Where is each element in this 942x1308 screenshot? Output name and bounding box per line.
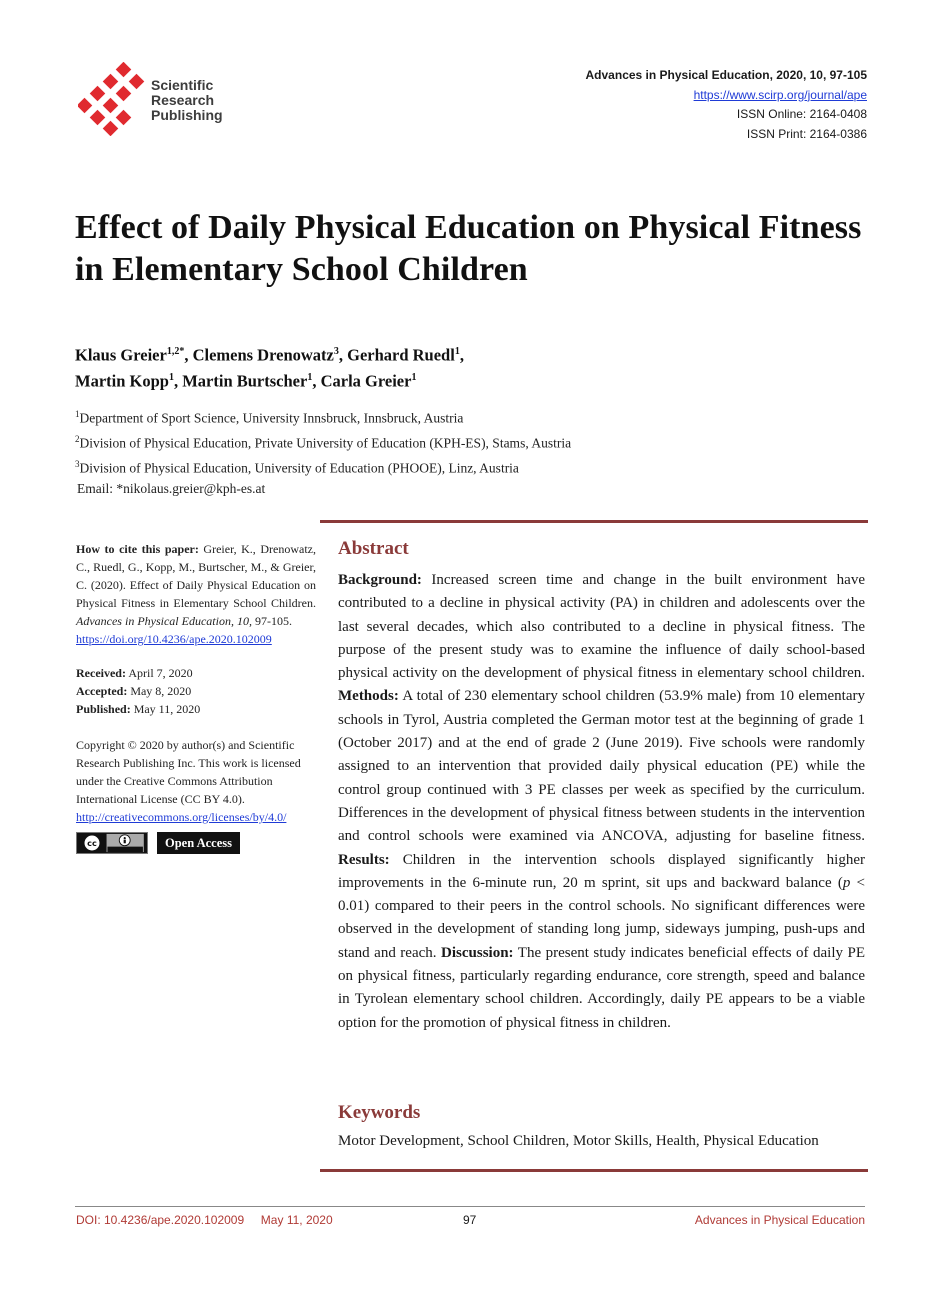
author-name: Klaus Greier — [75, 345, 167, 365]
publisher-logo-icon — [78, 62, 148, 136]
author-name: Martin Burtscher — [182, 371, 308, 390]
affiliation-number: 1 — [75, 409, 80, 419]
license-link[interactable]: http://creativecommons.org/licenses/by/4.0/ — [76, 810, 287, 824]
methods-label: Methods: — [338, 688, 399, 705]
affiliations — [75, 404, 571, 500]
journal-info — [586, 66, 867, 144]
citation-block — [76, 540, 316, 648]
affiliation-number: 2 — [75, 434, 80, 444]
accepted-value: May 8, 2020 — [130, 684, 192, 698]
publisher-name — [151, 78, 223, 123]
affiliation-item — [75, 404, 571, 429]
results-text-continued: < 0.01) compared to their peers in the control schools. No significant differences were observed in the development of standing long jump, sideways jumping, push-ups and stand and reach. — [338, 874, 865, 961]
issn-online: ISSN Online: 2164-0408 — [736, 107, 867, 121]
email: Email: *nikolaus.greier@kph-es.at — [77, 481, 266, 496]
received-value: April 7, 2020 — [128, 666, 193, 680]
keywords-text: Motor Development, School Children, Motor Skills, Health, Physical Education — [338, 1133, 819, 1149]
discussion-text: The present study indicates beneficial effects of daily PE on physical fitness, particularly regarding endurance, core strength, speed and balance in Tyrolean elementary school children. Accordingly, daily PE appears to be a viable option for the promotion of physical fitness in children. — [338, 944, 866, 1031]
article-sidebar — [76, 540, 316, 854]
published-value: May 11, 2020 — [133, 702, 201, 716]
author-affiliation: 1 — [168, 371, 174, 383]
publisher-name-line: Scientific — [151, 77, 214, 93]
author-affiliation: 1,2* — [166, 346, 185, 357]
doi-link[interactable]: https://doi.org/10.4236/ape.2020.102009 — [76, 632, 272, 646]
affiliation-text: Division of Physical Education, University of Education (PHOOE), Linz, Austria — [79, 460, 519, 476]
affiliation-text: Division of Physical Education, Private University of Education (KPH-ES), Stams, Austria — [79, 435, 572, 451]
footer-rule — [75, 1206, 865, 1207]
author-name: Gerhard Ruedl — [347, 345, 455, 365]
license-badges — [76, 832, 316, 854]
affiliation-number: 3 — [75, 459, 80, 469]
published-date — [76, 700, 316, 718]
article-dates — [76, 664, 316, 718]
publisher-name-line: Publishing — [151, 107, 223, 123]
abstract-top-rule — [320, 520, 868, 523]
background-label: Background: — [338, 572, 422, 588]
journal-url-link[interactable]: https://www.scirp.org/journal/ape — [693, 87, 867, 102]
paper-title: Effect of Daily Physical Education on Physical Fitness in Elementary School Children — [75, 209, 862, 288]
author-name: Martin Kopp — [75, 371, 169, 390]
accepted-label: Accepted: — [76, 684, 128, 698]
author-name: Carla Greier — [320, 371, 412, 390]
abstract-heading: Abstract — [338, 538, 409, 559]
copyright-notice — [76, 736, 316, 826]
background-text: Increased screen time and change in the built environment have contributed to a decline in physical activity (PA) in children and adolescents over the last several decades, which also contributed to a decline in physical fitness. The purpose of the present study was to examine the influence of daily school-based physical activity on the development of physical fitness in elementary school children. — [338, 572, 866, 682]
citation-pages: 97-105. — [254, 614, 292, 628]
affiliation-item — [75, 429, 571, 454]
author-affiliation: 1 — [307, 371, 313, 383]
svg-text:cc: cc — [87, 838, 97, 849]
citation-journal: Advances in Physical Education, 10, — [76, 614, 252, 628]
publisher-name-line: Research — [151, 92, 215, 108]
author-affiliation: 1 — [411, 371, 417, 383]
affiliation-item — [75, 454, 571, 479]
citation-label: How to cite this paper: — [76, 542, 199, 556]
footer-doi: DOI: 10.4236/ape.2020.102009 May 11, 2020 — [76, 1213, 333, 1227]
accepted-date — [76, 682, 316, 700]
received-date — [76, 664, 316, 682]
methods-text: A total of 230 elementary school children (53.9% male) from 10 elementary schools in Tyrol, Austria completed the German motor test at the beginning of grade 1 (October 2017) and at the end of grade 2 (June 2019). Five schools were randomly assigned to an intervention that provided daily physical education (PE) while the control group continued with 3 PE classes per week as specified by the curriculum. Differences in the development of physical fitness between students in the intervention and control schools were examined via ANCOVA, adjusting for baseline fitness. — [338, 688, 865, 845]
discussion-label: Discussion: — [441, 944, 514, 961]
page-number: 97 — [463, 1213, 477, 1227]
author-affiliation: 3 — [333, 346, 339, 357]
published-label: Published: — [76, 702, 131, 716]
copyright-text: Copyright © 2020 by author(s) and Scientific Research Publishing Inc. This work is licensed under the Creative Commons Attribution International License (CC BY 4.0). — [76, 738, 301, 806]
p-value-symbol: p — [842, 874, 851, 891]
abstract-text — [338, 569, 865, 1035]
citation-text: Greier, K., Drenowatz, C., Ruedl, G., Kopp, M., Burtscher, M., & Greier, C. (2020). Effect of Daily Physical Education on Physical Fitness in Elementary School Children. — [76, 542, 316, 610]
results-text: Children in the intervention schools displayed significantly higher improvements in the 6-minute run, 20 m sprint, sit ups and backward balance ( — [338, 851, 866, 891]
keywords-heading: Keywords — [338, 1102, 421, 1123]
author-affiliation: 1 — [454, 346, 460, 357]
affiliation-text: Department of Sport Science, University Innsbruck, Innsbruck, Austria — [79, 410, 464, 426]
results-label: Results: — [338, 851, 390, 868]
received-label: Received: — [76, 666, 126, 680]
cc-by-icon[interactable] — [76, 832, 148, 854]
journal-citation: Advances in Physical Education, 2020, 10, 97-105 — [585, 68, 867, 82]
author-list: Klaus Greier$^{1,2*}$, Clemens Drenowatz$^3$, Gerhard Ruedl$^1$, Martin Kopp$^1$, Martin Burtscher$^1$, Carla Greier$^1$ — [75, 345, 464, 390]
author-name: Clemens Drenowatz — [192, 345, 334, 365]
abstract-bottom-rule — [320, 1169, 868, 1172]
footer-journal: Advances in Physical Education — [694, 1213, 865, 1227]
issn-print: ISSN Print: 2164-0386 — [746, 126, 867, 141]
open-access-badge[interactable]: Open Access — [157, 832, 240, 854]
